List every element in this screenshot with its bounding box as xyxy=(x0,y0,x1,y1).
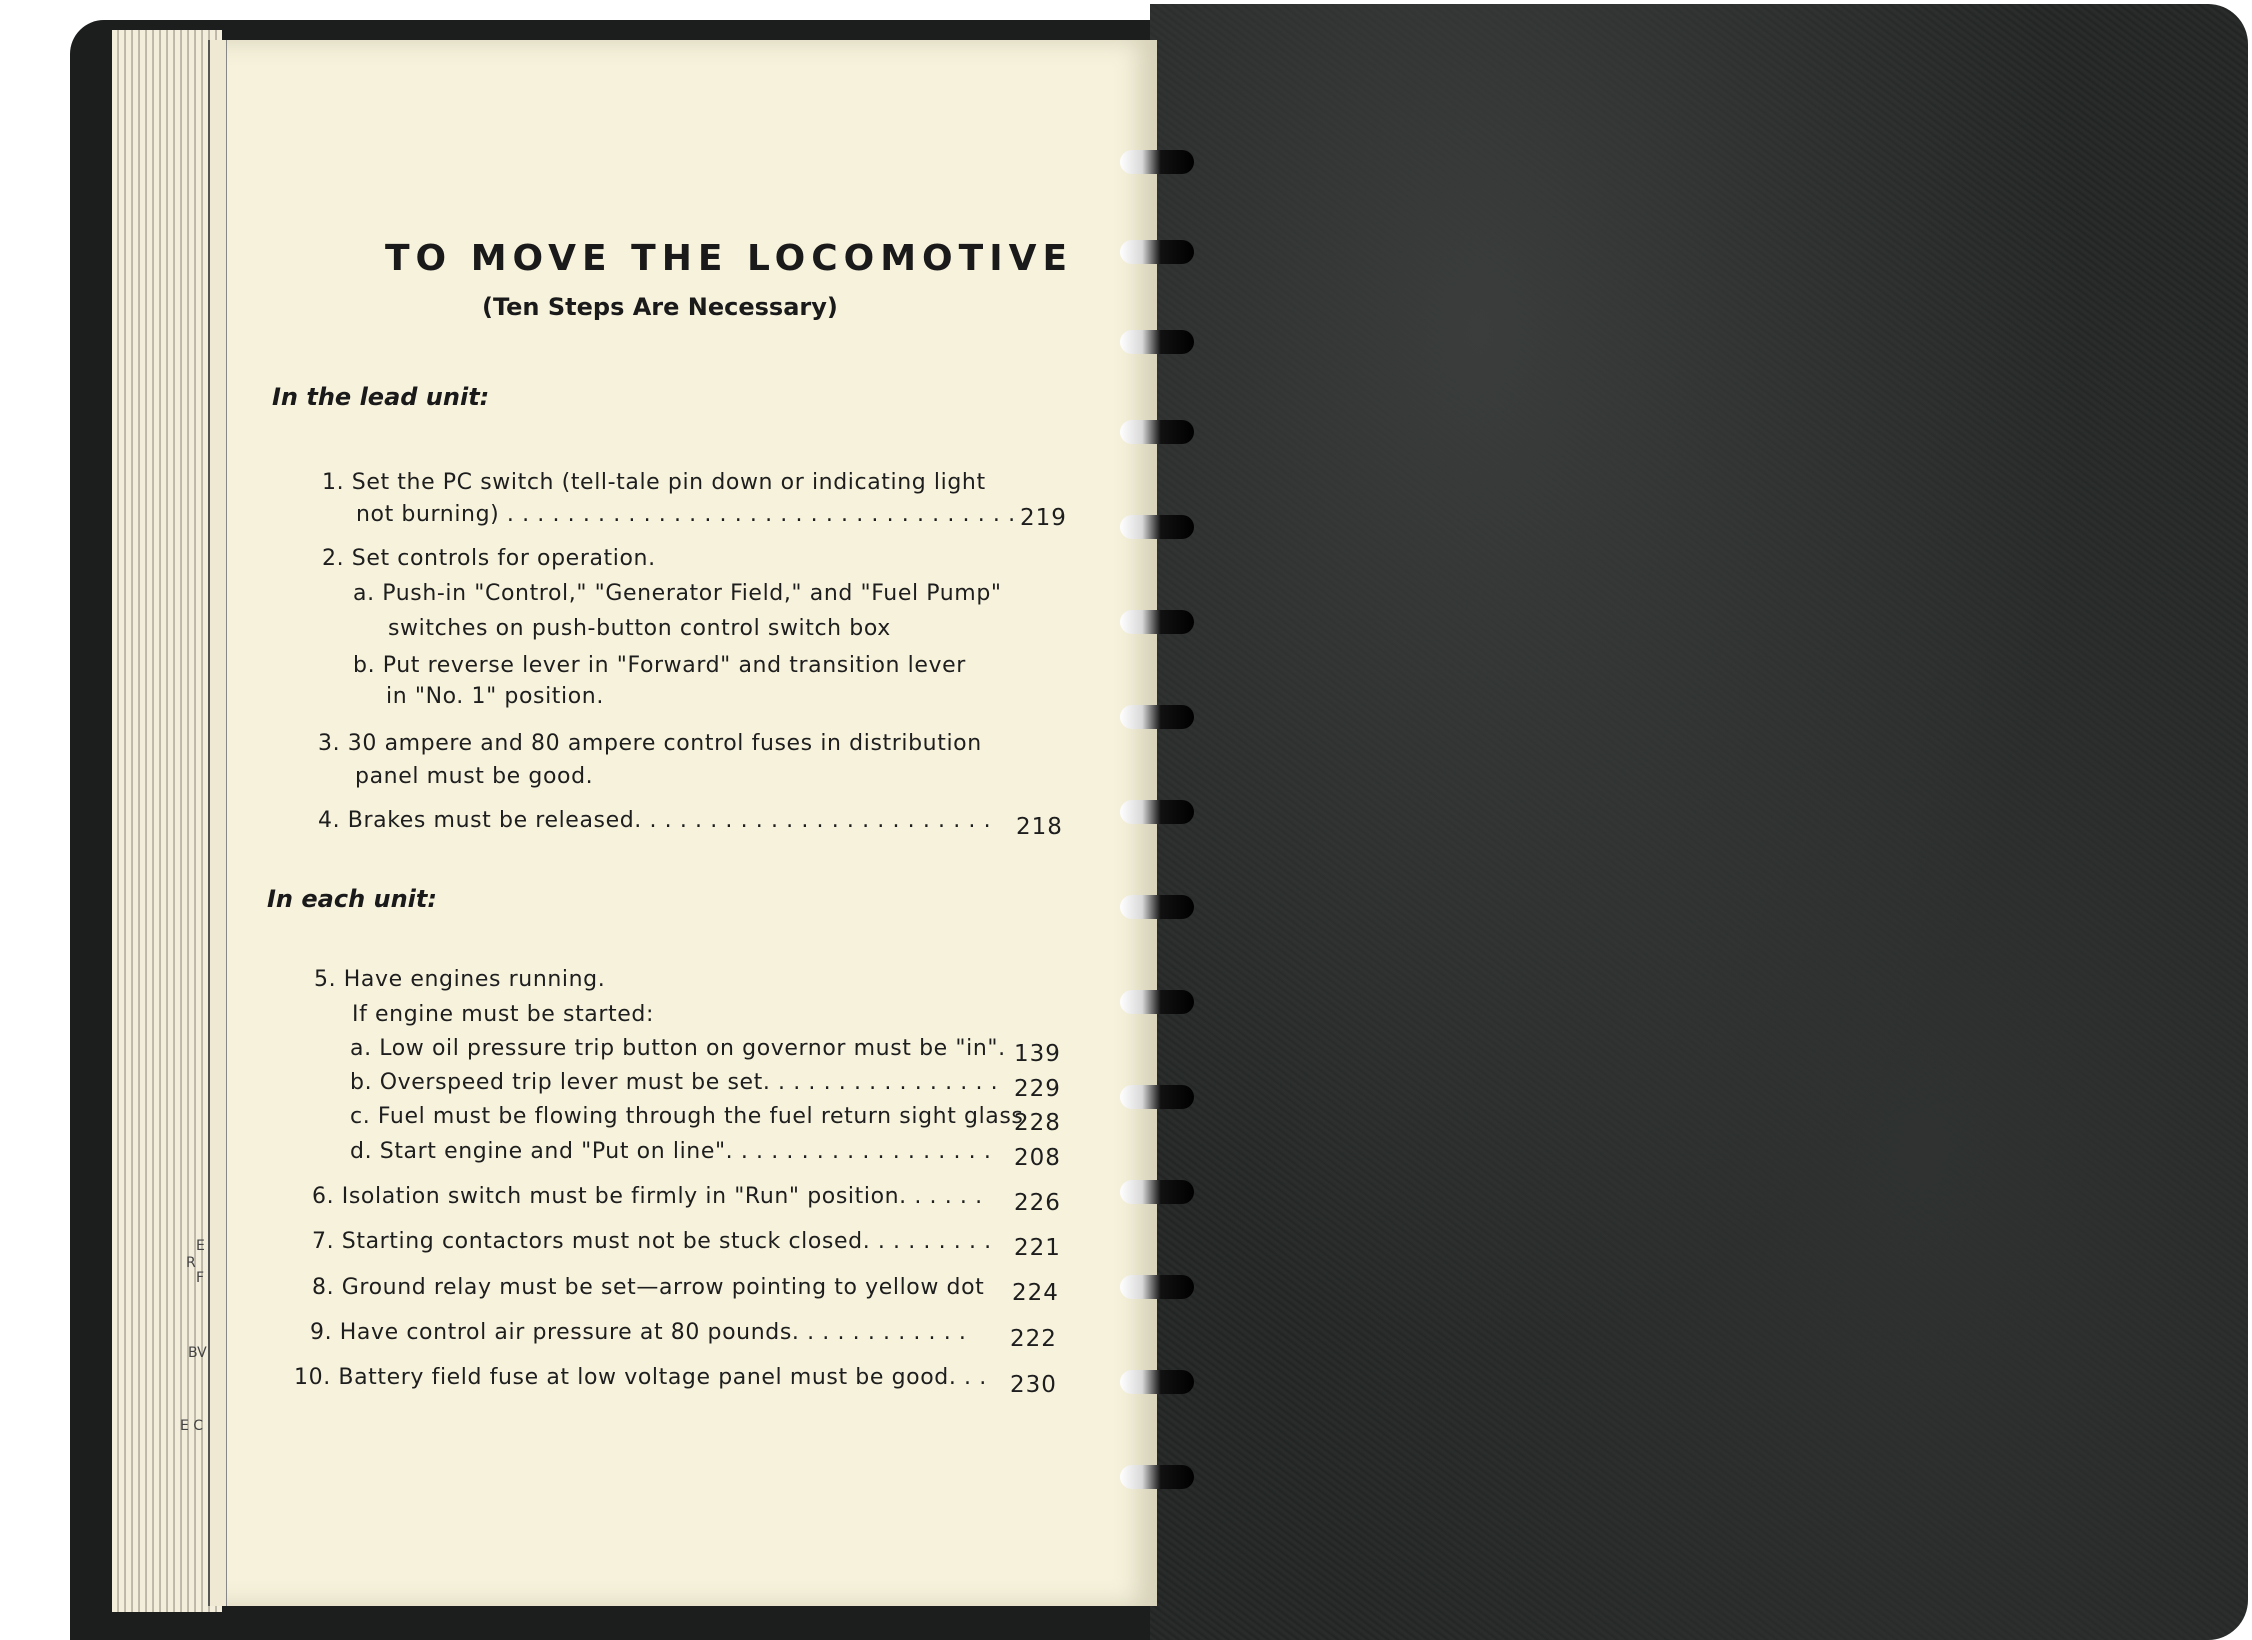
step-5a: a. Low oil pressure trip button on governor must be "in". xyxy=(350,1036,1006,1061)
spiral-coil xyxy=(1120,1180,1194,1204)
step-5a-page-ref: 139 xyxy=(1014,1041,1061,1067)
step-4-page-ref: 218 xyxy=(1016,814,1063,840)
step-3-line-2: panel must be good. xyxy=(355,764,594,789)
step-8: 8. Ground relay must be set—arrow pointing to yellow dot xyxy=(312,1275,985,1300)
step-2-line-1: 2. Set controls for operation. xyxy=(322,546,656,571)
step-2a-line-1: a. Push-in "Control," "Generator Field," and "Fuel Pump" xyxy=(353,581,1002,606)
step-2b-line-1: b. Put reverse lever in "Forward" and transition lever xyxy=(353,653,966,678)
step-6: 6. Isolation switch must be firmly in "Run" position. . . . . . xyxy=(312,1184,983,1209)
step-6-page-ref: 226 xyxy=(1014,1190,1061,1216)
step-2a-line-2: switches on push-button control switch box xyxy=(388,616,891,641)
spiral-binding xyxy=(1110,140,1190,1530)
step-9-page-ref: 222 xyxy=(1010,1326,1057,1352)
page-subtitle: (Ten Steps Are Necessary) xyxy=(482,293,838,321)
spiral-coil xyxy=(1120,420,1194,444)
step-1-line-1: 1. Set the PC switch (tell-tale pin down or indicating light xyxy=(322,470,986,495)
step-5b: b. Overspeed trip lever must be set. . . . . . . . . . . . . . . . xyxy=(350,1070,999,1095)
step-10: 10. Battery field fuse at low voltage panel must be good. . . xyxy=(294,1365,987,1390)
spiral-coil xyxy=(1120,150,1194,174)
spiral-coil xyxy=(1120,610,1194,634)
tab-letter-bv: BV xyxy=(188,1345,207,1361)
step-2b-line-2: in "No. 1" position. xyxy=(386,684,604,709)
step-1-page-ref: 219 xyxy=(1020,505,1067,531)
spiral-coil xyxy=(1120,895,1194,919)
spiral-coil xyxy=(1120,800,1194,824)
page-edges xyxy=(112,30,222,1612)
step-9: 9. Have control air pressure at 80 pounds. . . . . . . . . . . . xyxy=(310,1320,967,1345)
step-5d-page-ref: 208 xyxy=(1014,1145,1061,1171)
step-5b-page-ref: 229 xyxy=(1014,1076,1061,1102)
spiral-coil xyxy=(1120,330,1194,354)
spiral-coil xyxy=(1120,515,1194,539)
tab-letter-ec: E C xyxy=(180,1418,204,1434)
step-5-line-1: 5. Have engines running. xyxy=(314,967,606,992)
spiral-coil xyxy=(1120,1085,1194,1109)
tab-letter-e: E xyxy=(196,1238,205,1254)
step-7: 7. Starting contactors must not be stuck closed. . . . . . . . . xyxy=(312,1229,992,1254)
step-1-line-2: not burning) . . . . . . . . . . . . . . . . . . . . . . . . . . . . . . . . . . xyxy=(356,502,1016,527)
step-8-page-ref: 224 xyxy=(1012,1280,1059,1306)
spiral-coil xyxy=(1120,1465,1194,1489)
spiral-coil xyxy=(1120,1370,1194,1394)
section-heading-each-unit: In each unit: xyxy=(267,885,437,913)
step-10-page-ref: 230 xyxy=(1010,1372,1057,1398)
step-5d: d. Start engine and "Put on line". . . . . . . . . . . . . . . . . . xyxy=(350,1139,992,1164)
step-5c-page-ref: 228 xyxy=(1014,1110,1061,1136)
spiral-coil xyxy=(1120,705,1194,729)
step-3-line-1: 3. 30 ampere and 80 ampere control fuses in distribution xyxy=(318,731,982,756)
tab-letter-r: R xyxy=(186,1255,196,1271)
step-4: 4. Brakes must be released. . . . . . . . . . . . . . . . . . . . . . . . xyxy=(318,808,992,833)
tab-letter-f: F xyxy=(196,1270,205,1286)
step-7-page-ref: 221 xyxy=(1014,1235,1061,1261)
spiral-coil xyxy=(1120,990,1194,1014)
index-tab-strip xyxy=(208,40,227,1606)
spiral-coil xyxy=(1120,1275,1194,1299)
step-5c: c. Fuel must be flowing through the fuel return sight glass xyxy=(350,1104,1024,1129)
step-5-line-2: If engine must be started: xyxy=(352,1002,654,1027)
section-heading-lead-unit: In the lead unit: xyxy=(272,383,490,411)
book-front-cover xyxy=(1150,4,2248,1640)
page-title: TO MOVE THE LOCOMOTIVE xyxy=(385,238,1074,279)
spiral-coil xyxy=(1120,240,1194,264)
